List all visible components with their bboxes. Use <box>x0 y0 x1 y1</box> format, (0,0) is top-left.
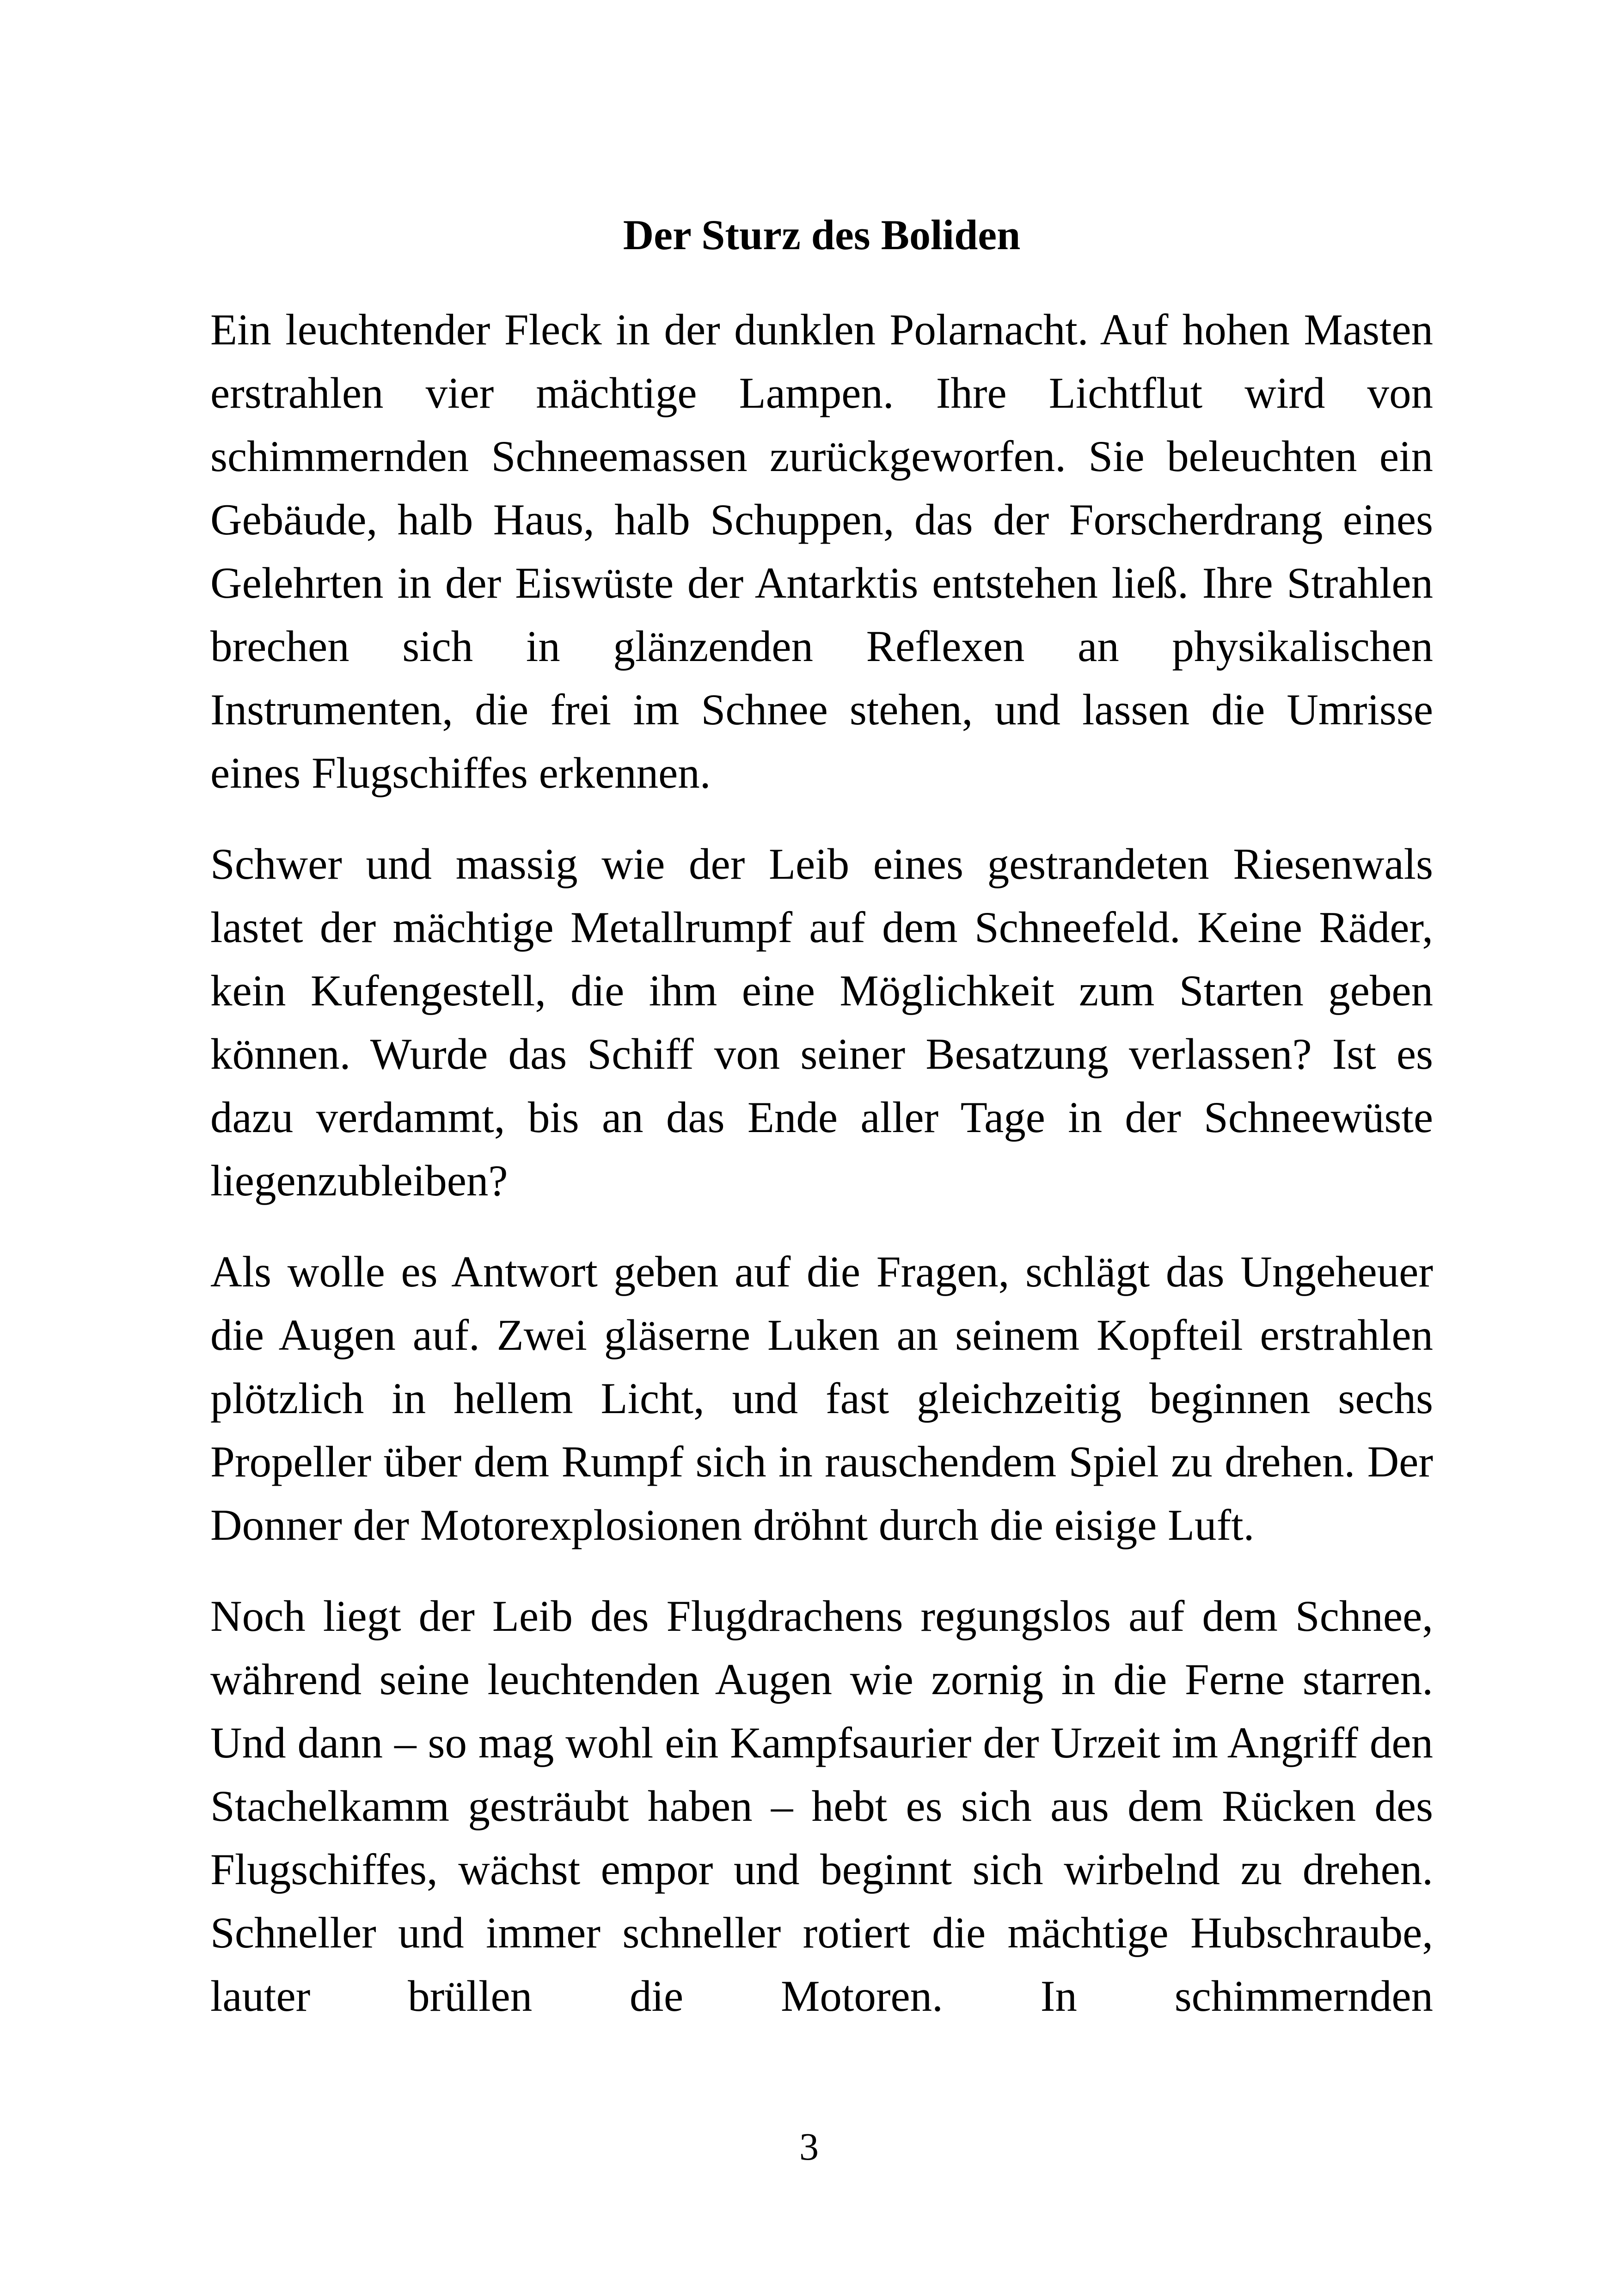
page-body <box>210 205 1433 2028</box>
page-number: 3 <box>799 2125 819 2168</box>
paragraph-2: Schwer und massig wie der Leib eines gestrandeten Riesenwals lastet der mächtige Metallrumpf auf dem Schneefeld. Keine Räder, kein Kufengestell, die ihm eine Möglichkeit zum Starten geben können. Wurde das Schiff von seiner Besatzung verlassen? Ist es dazu verdammt, bis an das Ende aller Tage in der Schneewüste liegenzubleiben? <box>210 839 1433 1205</box>
chapter-title: Der Sturz des Boliden <box>623 211 1021 258</box>
paragraph-1: Ein leuchtender Fleck in der dunklen Polarnacht. Auf hohen Masten erstrahlen vier mächtige Lampen. Ihre Lichtflut wird von schimmernden Schneemassen zurückgeworfen. Sie beleuchten ein Gebäude, halb Haus, halb Schuppen, das der Forscherdrang eines Gelehrten in der Eiswüste der Antarktis entstehen ließ. Ihre Strahlen brechen sich in glänzenden Reflexen an physikalischen Instrumenten, die frei im Schnee stehen, und lassen die Umrisse eines Flugschiffes erkennen. <box>210 305 1433 797</box>
paragraph-3: Als wolle es Antwort geben auf die Fragen, schlägt das Ungeheuer die Augen auf. Zwei gläserne Luken an seinem Kopfteil erstrahlen plötzlich in hellem Licht, und fast gleichzeitig beginnen sechs Propeller über dem Rumpf sich in rauschendem Spiel zu drehen. Der Donner der Motorexplosionen dröhnt durch die eisige Luft. <box>210 1247 1433 1549</box>
paragraph-4: Noch liegt der Leib des Flugdrachens regungslos auf dem Schnee, während seine leuchtenden Augen wie zornig in die Ferne starren. Und dann – so mag wohl ein Kampfsaurier der Urzeit im Angriff den Stachelkamm gesträubt haben – hebt es sich aus dem Rücken des Flugschiffes, wächst empor und beginnt sich wirbelnd zu drehen. Schneller und immer schneller rotiert die mächtige Hubschraube, lauter brüllen die Motoren. In schimmernden <box>210 1592 1433 2020</box>
